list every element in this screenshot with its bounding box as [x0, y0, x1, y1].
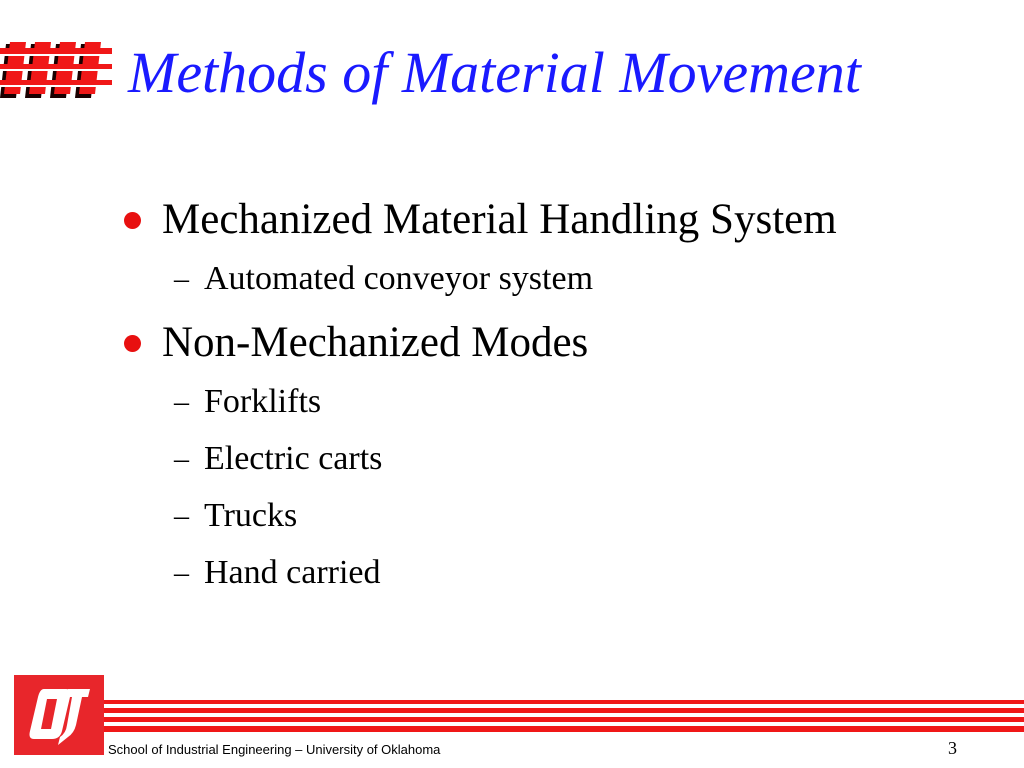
sub-item-text: Trucks	[204, 497, 298, 534]
bullet-item	[120, 313, 1000, 373]
ou-logo-icon	[14, 675, 104, 755]
sub-item-text: Electric carts	[204, 440, 383, 477]
sub-item	[120, 544, 1000, 601]
bullet-text: Non-Mechanized Modes	[162, 319, 589, 366]
sub-item-text: Forklifts	[204, 383, 322, 420]
dash-marker: –	[174, 556, 189, 589]
bullet-text: Mechanized Material Handling System	[162, 196, 837, 243]
footer-text: School of Industrial Engineering – University of Oklahoma	[108, 742, 441, 757]
sub-item-text: Hand carried	[204, 554, 381, 591]
footer-stripes	[104, 700, 1024, 740]
dash-marker: –	[174, 385, 189, 418]
title-decoration-icon	[0, 40, 112, 100]
bullet-dot-icon	[124, 212, 141, 229]
dash-marker: –	[174, 442, 189, 475]
dash-marker: –	[174, 499, 189, 532]
sub-item	[120, 250, 1000, 307]
bullet-dot-icon	[124, 335, 141, 352]
sub-item	[120, 430, 1000, 487]
bullet-item	[120, 190, 1000, 250]
dash-marker: –	[174, 262, 189, 295]
sub-item-text: Automated conveyor system	[204, 260, 594, 297]
bullet-list	[120, 190, 1000, 601]
page-number: 3	[948, 738, 957, 758]
slide-title: Methods of Material Movement	[128, 40, 861, 105]
sub-item	[120, 373, 1000, 430]
sub-item	[120, 487, 1000, 544]
